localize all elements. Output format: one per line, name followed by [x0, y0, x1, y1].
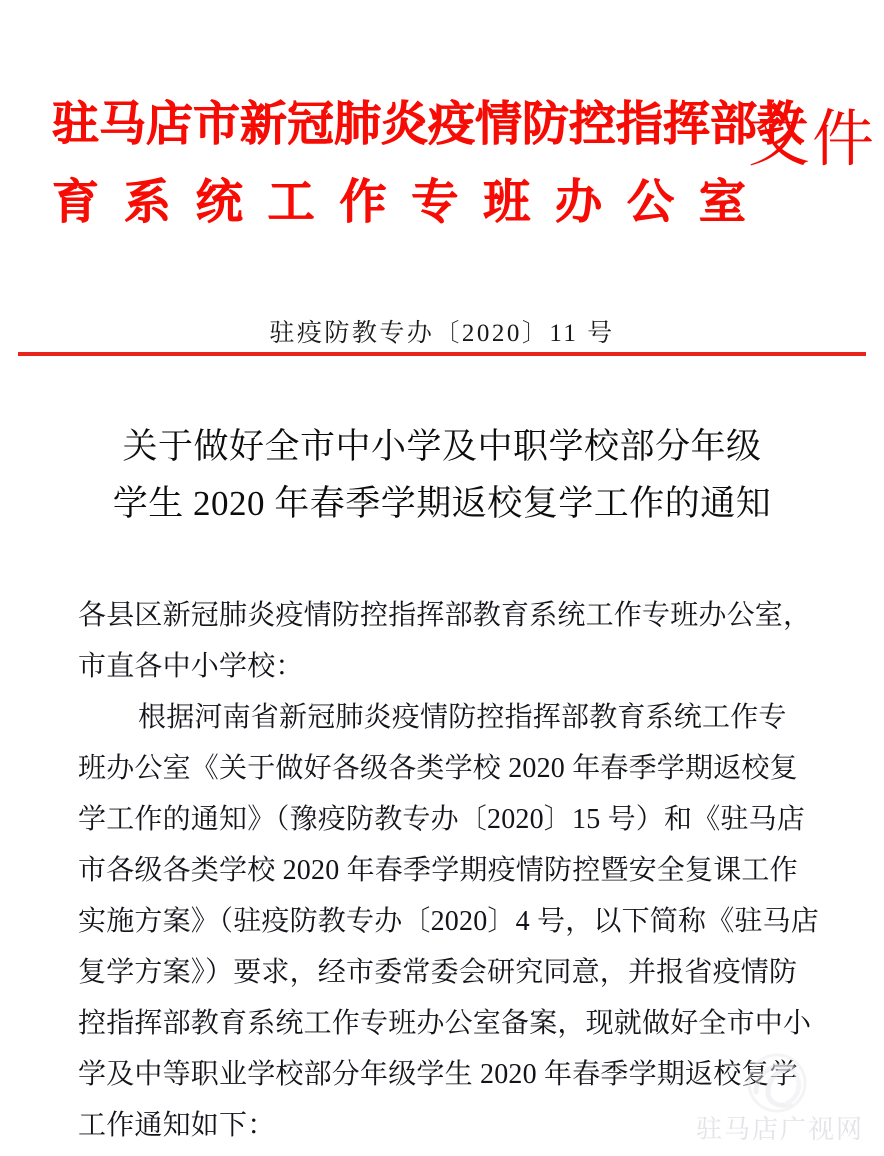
- masthead-char: 公: [627, 177, 674, 229]
- page-title: [72, 418, 812, 532]
- body-line: 工作通知如下：: [78, 1110, 276, 1141]
- masthead-char: 专: [411, 177, 459, 229]
- masthead-char: 办: [555, 177, 603, 229]
- body-line: 各县区新冠肺炎疫情防控指挥部教育系统工作专班办公室，: [78, 600, 812, 631]
- title-line-2: 学生 2020 年春季学期返校复学工作的通知: [112, 484, 772, 523]
- document-number: 驻疫防教专办〔2020〕11 号: [269, 320, 615, 347]
- masthead-char: 育: [52, 177, 99, 229]
- body-line: 班办公室《关于做好各级各类学校 2020 年春季学期返校复: [78, 753, 798, 784]
- body-line: 实施方案》（驻疫防教专办〔2020〕4 号，以下简称《驻马店: [78, 906, 820, 937]
- body-line: 市各级各类学校 2020 年春季学期疫情防控暨安全复课工作: [78, 855, 798, 886]
- body-line: 学及中等职业学校部分年级学生 2020 年春季学期返校复学: [78, 1059, 798, 1090]
- masthead-char: 班: [483, 177, 531, 229]
- masthead-char: 作: [339, 177, 387, 229]
- masthead-char: 系: [123, 177, 171, 229]
- masthead-char: 统: [195, 177, 243, 229]
- body-line: 学工作的通知》（豫疫防教专办〔2020〕15 号）和《驻马店: [78, 804, 806, 835]
- masthead-divider-rule: [18, 352, 866, 356]
- masthead-document-word: 文件: [748, 106, 877, 174]
- masthead-line-1: 驻马店市新冠肺炎疫情防控指挥部教: [52, 99, 804, 151]
- body-line: 市直各中小学校：: [78, 651, 304, 682]
- masthead-char: 室: [698, 177, 746, 229]
- masthead-char: 工: [267, 177, 315, 229]
- watermark-text: 驻马店广视网: [695, 1114, 864, 1144]
- letterhead-masthead: [0, 86, 884, 256]
- title-line-1: 关于做好全市中小学及中职学校部分年级: [122, 427, 762, 466]
- masthead-agency-name: [52, 86, 804, 242]
- masthead-line-2: [52, 164, 746, 242]
- document-body: [78, 590, 822, 1151]
- body-line: 根据河南省新冠肺炎疫情防控指挥部教育系统工作专: [138, 702, 787, 733]
- body-line: 复学方案》）要求，经市委常委会研究同意，并报省疫情防: [78, 957, 798, 988]
- body-line: 控指挥部教育系统工作专班办公室备案，现就做好全市中小: [78, 1008, 812, 1039]
